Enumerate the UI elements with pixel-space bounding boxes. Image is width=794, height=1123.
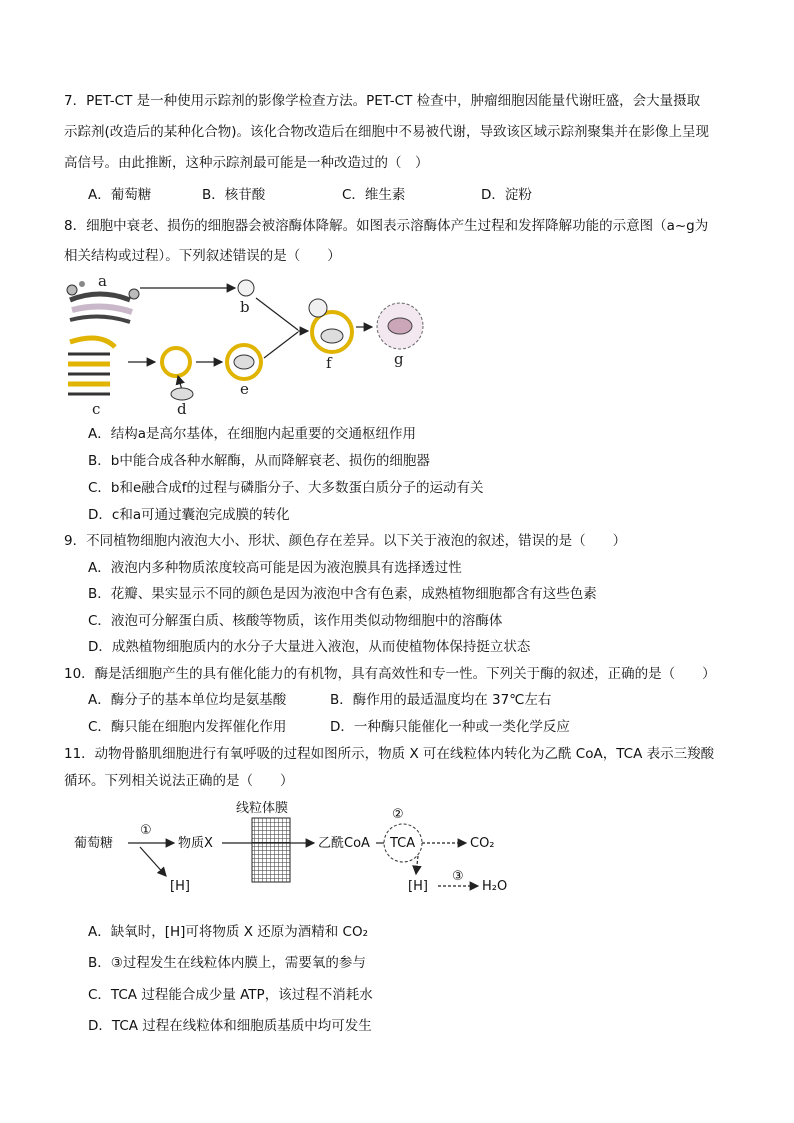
q8-stem-line-1: 8．细胞中衰老、损伤的细胞器会被溶酶体降解。如图表示溶酶体产生过程和发挥降解功能的示意图（a~g为 [64, 218, 709, 234]
label-f: f [326, 354, 332, 372]
q11-stem-line-2: 循环。下列相关说法正确的是（ ） [64, 773, 294, 789]
respiration-diagram [70, 798, 530, 902]
phagophore [162, 348, 190, 376]
mitochondrion-d [171, 388, 193, 400]
q8-stem-line-2: 相关结构或过程）。下列叙述错误的是（ ） [64, 248, 341, 264]
q7-stem-line-2: 示踪剂(改造后的某种化合物)。该化合物改造后在细胞中不易被代谢，导致该区域示踪剂聚集并在影像上呈现 [64, 124, 710, 140]
arrow-b [256, 298, 298, 330]
h-label-1: [H] [170, 879, 190, 894]
q8-option-a: A．结构a是高尔基体，在细胞内起重要的交通枢纽作用 [88, 426, 417, 442]
step-3-label: ③ [452, 869, 464, 884]
q10-option-c: C．酶只能在细胞内发挥催化作用 [88, 719, 287, 735]
membrane-label: 线粒体膜 [236, 801, 289, 816]
q11-option-d: D．TCA 过程在线粒体和细胞质基质中均可发生 [88, 1018, 372, 1034]
q10-stem-line-1: 10．酶是活细胞产生的具有催化能力的有机物，具有高效性和专一性。下列关于酶的叙述，正确的是（ ） [64, 666, 716, 682]
vesicle-b [238, 280, 254, 296]
q8-option-c: C．b和e融合成f的过程与磷脂分子、大多数蛋白质分子的运动有关 [88, 480, 484, 496]
q10-option-b: B．酶作用的最适温度均在 37℃左右 [330, 692, 552, 708]
f-mitochondrion [321, 329, 343, 343]
q9-option-c: C．液泡可分解蛋白质、核酸等物质，该作用类似动物细胞中的溶酶体 [88, 613, 503, 629]
label-e: e [240, 380, 249, 398]
label-a: a [98, 272, 107, 290]
label-b: b [240, 298, 250, 316]
q9-option-a: A．液泡内多种物质浓度较高可能是因为液泡膜具有选择透过性 [88, 560, 462, 576]
q9-option-b: B．花瓣、果实显示不同的颜色是因为液泡中含有色素，成熟植物细胞都含有这些色素 [88, 586, 597, 602]
arrow-e [264, 332, 298, 358]
q7-option-b: B．核苷酸 [202, 187, 266, 203]
q11-stem-line-1: 11．动物骨骼肌细胞进行有氧呼吸的过程如图所示，物质 X 可在线粒体内转化为乙酰 CoA，TCA 表示三羧酸 [64, 746, 715, 762]
glucose-label: 葡萄糖 [74, 836, 114, 851]
step-2-label: ② [392, 807, 404, 822]
q9-stem-line-1: 9．不同植物细胞内液泡大小、形状、颜色存在差异。以下关于液泡的叙述，错误的是（ ） [64, 533, 627, 549]
q11-option-b: B．③过程发生在线粒体内膜上，需要氧的参与 [88, 955, 366, 971]
q7-stem-line-3: 高信号。由此推断，这种示踪剂最可能是一种改造过的（ ） [64, 155, 429, 171]
label-d: d [177, 400, 187, 418]
q8-option-b: B．b中能合成各种水解酶，从而降解衰老、损伤的细胞器 [88, 453, 430, 469]
q7-option-c: C．维生素 [342, 187, 406, 203]
lysosome-diagram [60, 272, 440, 418]
label-g: g [394, 350, 404, 368]
co2-label: CO₂ [470, 836, 495, 851]
q10-option-d: D．一种酶只能催化一种或一类化学反应 [330, 719, 570, 735]
endoplasmic-reticulum-c [68, 338, 115, 394]
label-c: c [92, 400, 101, 418]
f-vesicle [309, 299, 327, 317]
e-mitochondrion [234, 355, 254, 369]
q9-option-d: D．成熟植物细胞质内的水分子大量进入液泡，从而使植物体保持挺立状态 [88, 639, 531, 655]
q7-stem-line-1: 7．PET-CT 是一种使用示踪剂的影像学检查方法。PET-CT 检查中，肿瘤细胞因能量代谢旺盛，会大量摄取 [64, 93, 701, 109]
g-remnant [388, 318, 412, 334]
substance-x-label: 物质X [178, 836, 213, 851]
tca-label: TCA [390, 836, 416, 851]
h2o-label: H₂O [482, 879, 508, 894]
mitochondrial-membrane [252, 818, 290, 882]
q10-option-a: A．酶分子的基本单位均是氨基酸 [88, 692, 287, 708]
h-label-2: [H] [408, 879, 428, 894]
q8-option-d: D．c和a可通过囊泡完成膜的转化 [88, 507, 290, 523]
q11-option-c: C．TCA 过程能合成少量 ATP，该过程不消耗水 [88, 987, 373, 1003]
step-1-label: ① [140, 823, 152, 838]
q7-option-d: D．淀粉 [481, 187, 532, 203]
q7-option-a: A．葡萄糖 [88, 187, 152, 203]
q11-option-a: A．缺氧时，[H]可将物质 X 还原为酒精和 CO₂ [88, 924, 369, 940]
acetyl-coa-label: 乙酰CoA [318, 836, 370, 851]
